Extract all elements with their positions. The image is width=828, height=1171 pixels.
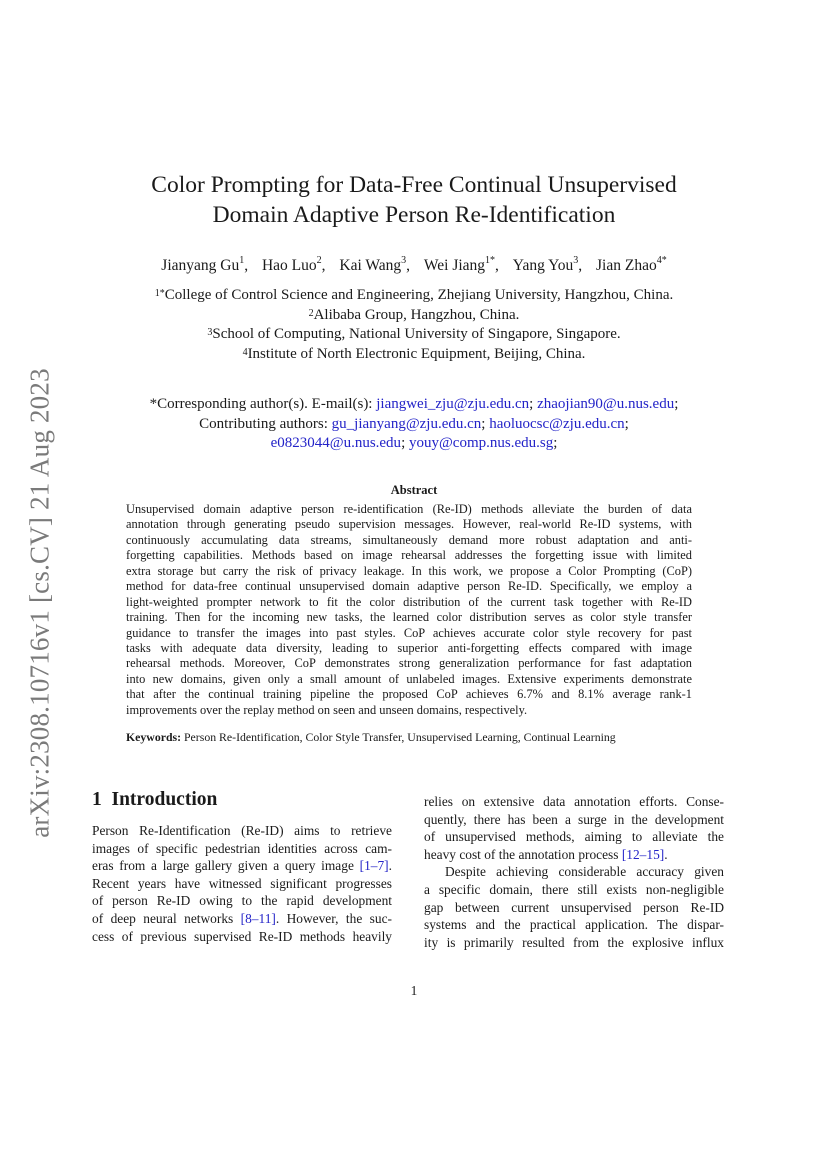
abstract-line: tasks with adequate data diversity, leading to superior anti-forgetting effects compared with image — [126, 640, 692, 655]
affiliation: $^{1*}$College of Control Science and Engineering, Zhejiang University, Hangzhou, China. — [154, 287, 674, 303]
affiliation: $^2$Alibaba Group, Hangzhou, China. — [308, 306, 520, 323]
email-link[interactable]: gu_jianyang@zju.edu.cn — [331, 415, 482, 432]
abstract-line: forgetting capabilities. Methods based on image rehearsal addresses the forgetting issue with limited — [126, 548, 692, 563]
body-line: of deep neural networks [8–11]. However, the suc- — [92, 910, 392, 926]
keywords-label: Keywords: — [126, 730, 182, 744]
body-line: ity is primarily resulted from the explosive influx — [424, 934, 724, 950]
email-link[interactable]: jiangwei_zju@zju.edu.cn — [376, 396, 530, 412]
abstract-line: annotation through generating pseudo supervision messages. However, real-world Re-ID systems, with — [126, 517, 692, 532]
abstract-line: rehearsal methods. Moreover, CoP demonstrates strong generalization performance for fast adaptation — [126, 656, 692, 671]
body-line: of person Re-ID owing to the rapid development — [92, 893, 392, 909]
page-number: 1 — [410, 983, 418, 998]
email-link[interactable]: youy@comp.nus.edu.sg — [408, 435, 554, 451]
author: Yang You$^3$, — [512, 255, 583, 274]
keywords — [126, 730, 726, 745]
corresponding-line: *Corresponding author(s). E-mail(s): jiangwei_zju@zju.edu.cn; zhaojian90@u.nus.edu; — [149, 396, 679, 412]
citation-link[interactable]: [8–11] — [240, 910, 276, 926]
abstract-body — [126, 502, 692, 718]
body-line: relies on extensive data annotation efforts. Conse- — [424, 794, 724, 809]
section-heading — [92, 789, 217, 811]
citation-link[interactable]: [1–7] — [359, 858, 389, 874]
abstract-line: into new domains, given only a small amount of unlabeled images. Extensive experiments demonstrate — [126, 671, 692, 686]
author: Hao Luo$^2$, — [261, 255, 326, 274]
body-column-left — [92, 822, 392, 945]
body-line: cess of previous supervised Re-ID methods heavily — [92, 928, 392, 944]
abstract-line: extra storage but carry the risk of privacy leakage. In this work, we propose a Color Prompting (CoP) — [126, 563, 692, 578]
body-line: Recent years have witnessed significant progresses — [92, 875, 392, 891]
affiliations — [90, 286, 738, 364]
body-line: Person Re-Identification (Re-ID) aims to retrieve — [92, 823, 392, 838]
contributing-line: Contributing authors: gu_jianyang@zju.edu.cn; haoluocsc@zju.edu.cn; — [199, 415, 629, 432]
title-line: Domain Adaptive Person Re-Identification — [212, 202, 616, 228]
author: Jian Zhao$^{4*}$ — [596, 255, 667, 274]
affiliation: $^4$Institute of North Electronic Equipment, Beijing, China. — [242, 345, 586, 362]
email-link[interactable]: zhaojian90@u.nus.edu — [537, 396, 675, 412]
abstract-line: light-weighted prompter network to fit the color distribution of the current task together with Re-ID — [126, 594, 692, 609]
arxiv-identifier: arXiv:2308.10716v1 [cs.CV] 21 Aug 2023 — [24, 367, 55, 838]
body-line: a specific domain, there still exists non-negligible — [424, 881, 724, 897]
keywords-text: Person Re-Identification, Color Style Transfer, Unsupervised Learning, Continual Learning — [184, 730, 616, 744]
email-link[interactable]: haoluocsc@zju.edu.cn — [489, 415, 625, 432]
abstract-line: continuously accumulating data streams, simultaneously demand more robust adaptation and anti- — [126, 532, 692, 547]
author-list — [90, 257, 738, 275]
author: Jianyang Gu$^1$, — [161, 255, 249, 274]
contact-info — [90, 395, 738, 454]
abstract-heading: Abstract — [390, 483, 438, 497]
body-line: quently, there has been a surge in the development — [424, 811, 724, 827]
abstract-line: guidance to transfer the images into past styles. CoP achieves accurate color style recovery for past — [126, 625, 692, 640]
body-line: systems and the practical application. The dispar- — [424, 917, 724, 933]
abstract-line: training. Then for the incoming new tasks, the learned color distribution serves as color style transfer — [126, 610, 692, 625]
email-link[interactable]: e0823044@u.nus.edu — [270, 435, 402, 451]
abstract-line: method for data-free continual unsupervised domain adaptive person Re-ID. Specifically, we employ a — [126, 579, 692, 594]
body-line: images of specific pedestrian identities across cam- — [92, 840, 392, 856]
body-line: gap between current unsupervised person Re-ID — [424, 899, 724, 915]
author: Kai Wang$^3$, — [339, 255, 410, 274]
affiliation: $^3$School of Computing, National University of Singapore, Singapore. — [207, 326, 621, 342]
body-line: heavy cost of the annotation process [12–15]. — [424, 846, 668, 862]
body-line: eras from a large gallery given a query image [1–7]. — [92, 858, 392, 874]
abstract-line: that after the continual training pipeline the proposed CoP achieves 6.7% and 8.1% average rank-1 — [126, 687, 692, 702]
paper-title — [90, 170, 738, 230]
contributing-line: e0823044@u.nus.edu; youy@comp.nus.edu.sg; — [270, 435, 558, 451]
body-line: Despite achieving considerable accuracy given — [445, 864, 724, 880]
title-line: Color Prompting for Data-Free Continual Unsupervised — [151, 172, 677, 198]
arxiv-side-stamp — [18, 355, 62, 850]
body-line: of unsupervised methods, aiming to alleviate the — [424, 829, 724, 845]
abstract-line: improvements over the replay method on seen and unseen domains, respectively. — [126, 702, 528, 717]
body-column-right — [424, 793, 724, 951]
section-number: 1 — [92, 789, 102, 810]
abstract-line: Unsupervised domain adaptive person re-identification (Re-ID) methods alleviate the burden of data — [126, 502, 692, 516]
author: Wei Jiang$^{1*}$, — [423, 255, 499, 274]
citation-link[interactable]: [12–15] — [621, 846, 665, 862]
section-title: Introduction — [111, 789, 218, 810]
